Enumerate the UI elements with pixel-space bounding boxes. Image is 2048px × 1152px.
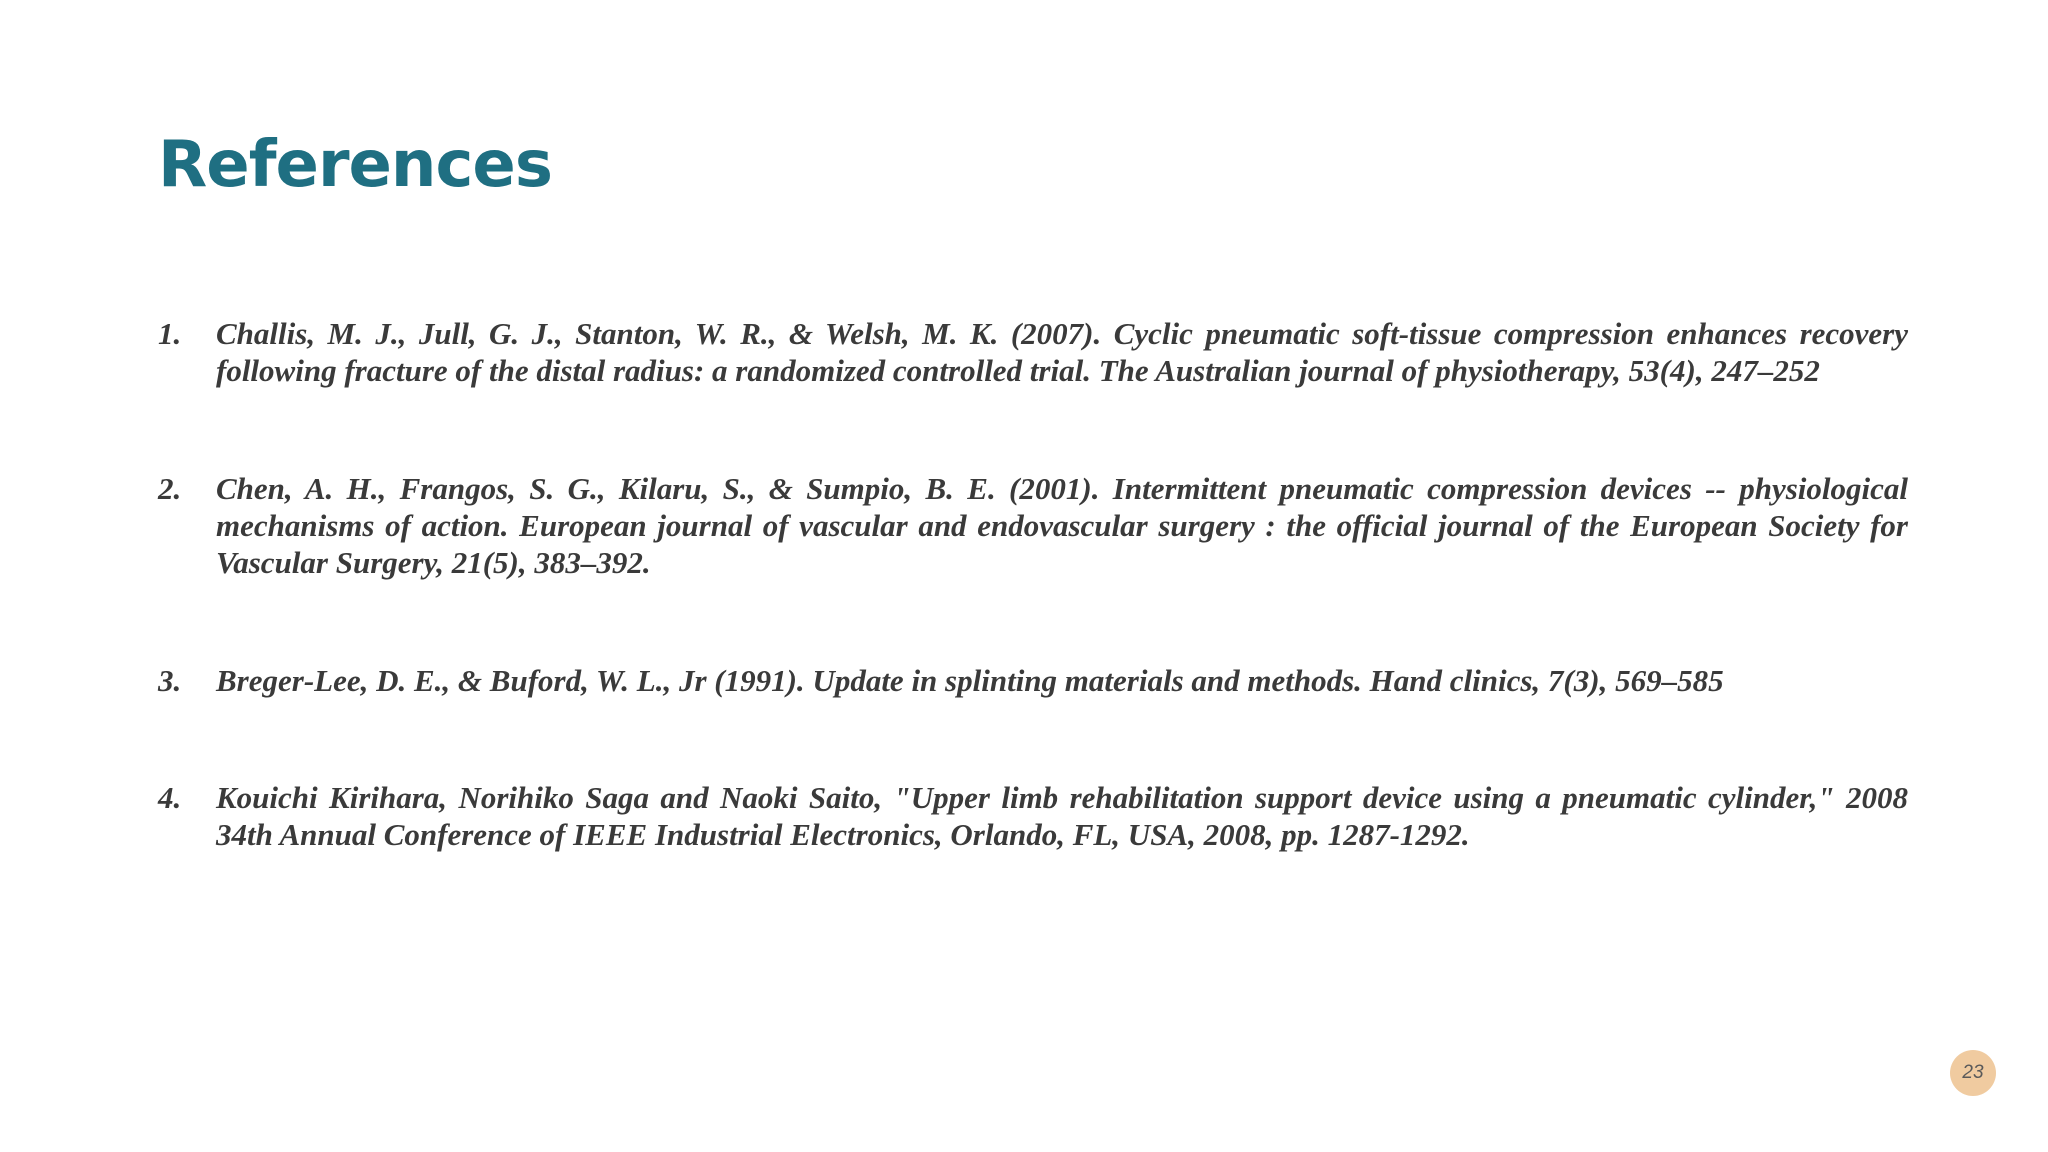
reference-number: 1. — [158, 316, 182, 351]
page-number-badge: 23 — [1950, 1050, 1996, 1096]
reference-text: Kouichi Kirihara, Norihiko Saga and Naoki Saito, "Upper limb rehabilitation support device using a pneumatic cylinder," 2008 34th Annual Conference of IEEE Industrial Electronics, Orlando, FL, USA, 2008, pp. 1287-1292. — [216, 780, 1908, 852]
reference-text: Breger-Lee, D. E., & Buford, W. L., Jr (1991). Update in splinting materials and methods. Hand clinics, 7(3), 569–585 — [216, 663, 1724, 698]
reference-number: 4. — [158, 780, 182, 815]
reference-text: Challis, M. J., Jull, G. J., Stanton, W. R., & Welsh, M. K. (2007). Cyclic pneumatic soft-tissue compression enhances recovery following fracture of the distal radius: a randomized controlled trial. The Australian journal of physiotherapy, 53(4), 247–252 — [216, 316, 1908, 388]
reference-text: Chen, A. H., Frangos, S. G., Kilaru, S., & Sumpio, B. E. (2001). Intermittent pneumatic compression devices -- physiological mechanisms of action. European journal of vascular and endovascular surgery : the official journal of the European Society for Vascular Surgery, 21(5), 383–392. — [216, 471, 1908, 580]
page-title: References — [158, 128, 552, 202]
reference-item — [158, 315, 1908, 389]
reference-item — [158, 662, 1908, 699]
reference-number: 3. — [158, 663, 182, 698]
reference-item — [158, 470, 1908, 581]
reference-item — [158, 779, 1908, 853]
reference-number: 2. — [158, 471, 182, 506]
reference-list — [158, 315, 1908, 853]
